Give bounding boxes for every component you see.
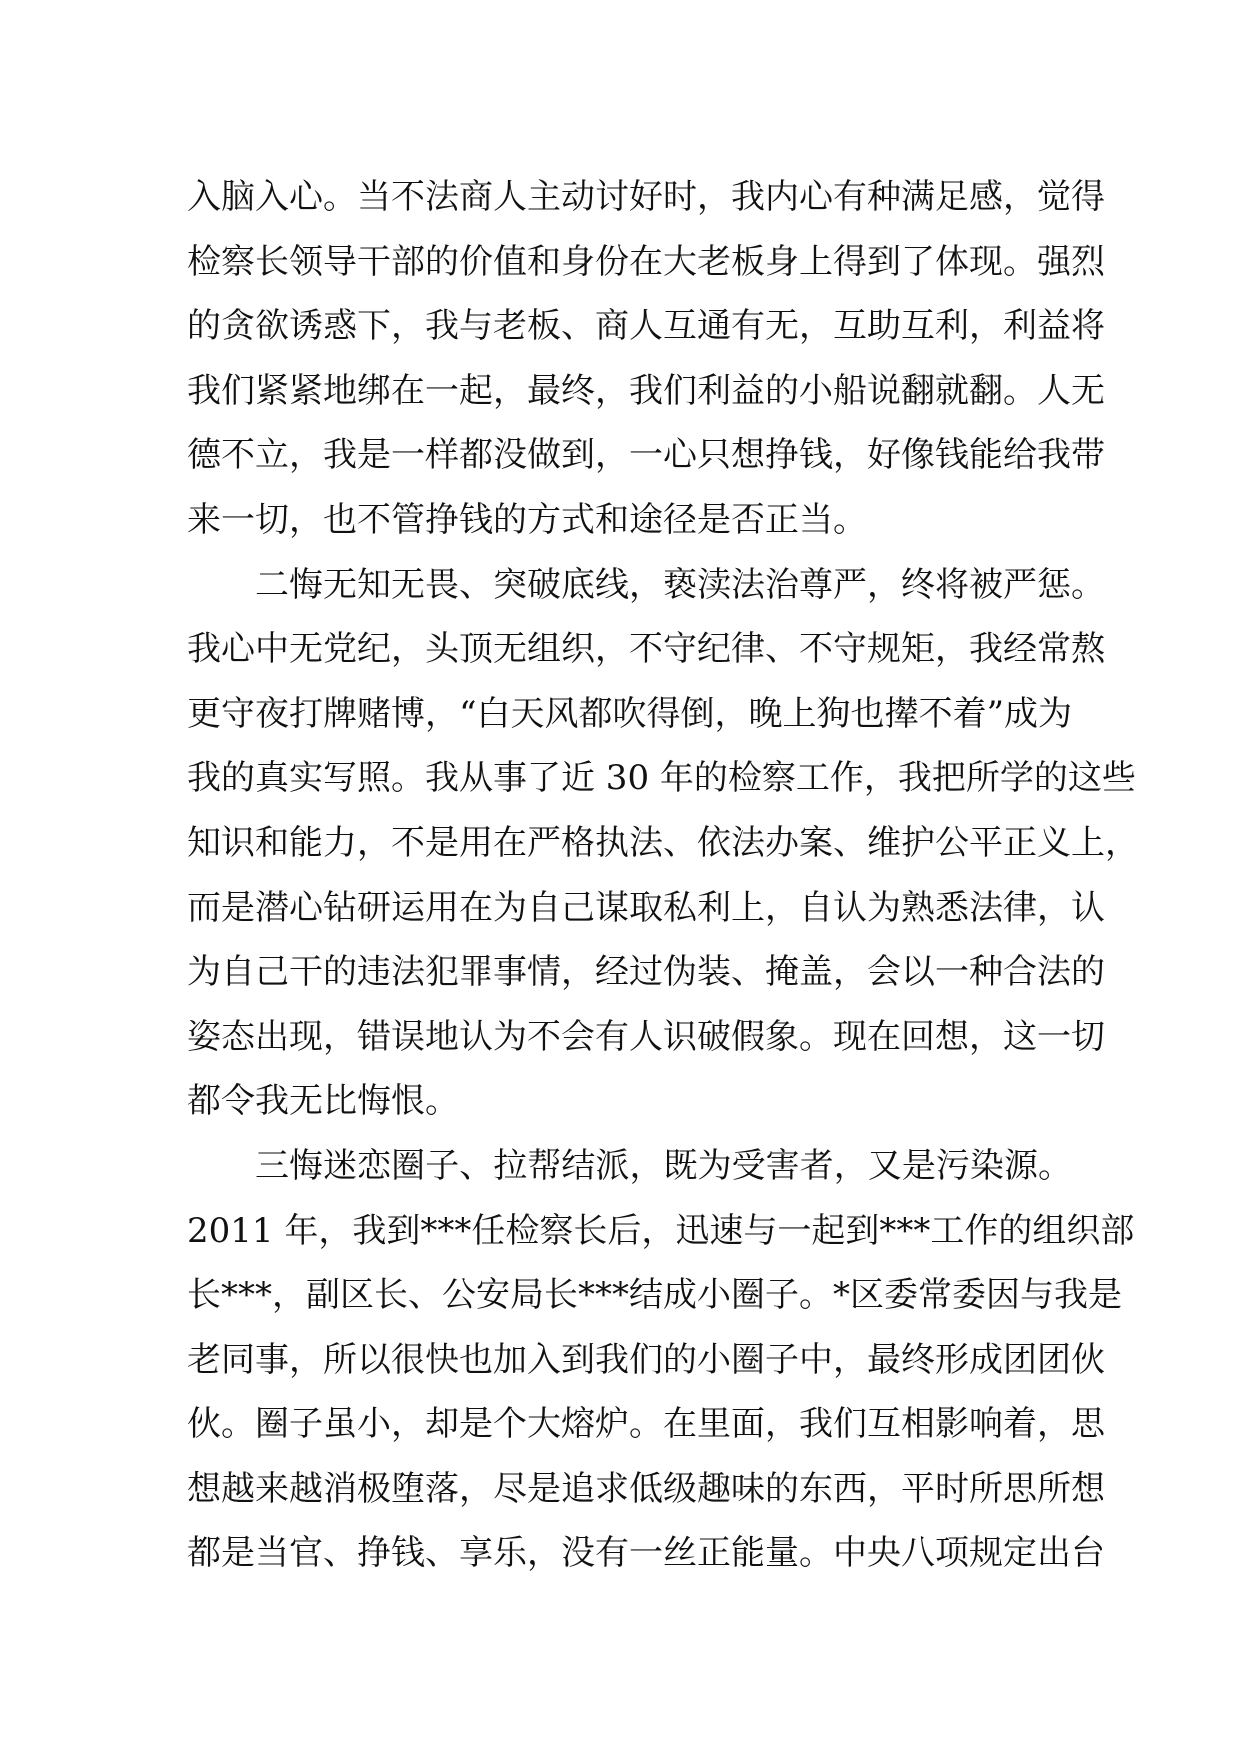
text-line: 而是潜心钻研运用在为自己谋取私利上，自认为熟悉法律，认 xyxy=(187,887,1105,928)
text-line: 知识和能力，不是用在严格执法、依法办案、维护公平正义上， xyxy=(187,822,1139,863)
body-text xyxy=(187,165,1139,1586)
text-line: 我心中无党纪，头顶无组织，不守纪律、不守规矩，我经常熬 xyxy=(187,629,1105,670)
text-line: 为自己干的违法犯罪事情，经过伪装、掩盖，会以一种合法的 xyxy=(187,952,1105,993)
text-line: 我的真实写照。我从事了近 30 年的检察工作，我把所学的这些 xyxy=(187,758,1136,799)
text-line: 检察长领导干部的价值和身份在大老板身上得到了体现。强烈 xyxy=(187,241,1105,282)
paragraph-first-line: 二悔无知无畏、突破底线，亵渎法治尊严，终将被严惩。 xyxy=(255,564,1105,605)
text-line: 都是当官、挣钱、享乐，没有一丝正能量。中央八项规定出台 xyxy=(187,1533,1105,1574)
paragraph-first-line: 三悔迷恋圈子、拉帮结派，既为受害者，又是污染源。 xyxy=(255,1145,1072,1186)
text-line: 老同事，所以很快也加入到我们的小圈子中，最终形成团团伙 xyxy=(187,1339,1105,1380)
text-line: 入脑入心。当不法商人主动讨好时，我内心有种满足感，觉得 xyxy=(187,177,1105,217)
paragraph-last-line: 来一切，也不管挣钱的方式和途径是否正当。 xyxy=(187,499,867,540)
text-line: 的贪欲诱惑下，我与老板、商人互通有无，互助互利，利益将 xyxy=(187,306,1105,347)
text-line: 长***，副区长、公安局长***结成小圈子。*区委常委因与我是 xyxy=(187,1275,1122,1316)
text-line: 伙。圈子虽小，却是个大熔炉。在里面，我们互相影响着，思 xyxy=(187,1404,1105,1445)
text-line: 我们紧紧地绑在一起，最终，我们利益的小船说翻就翻。人无 xyxy=(187,370,1105,411)
text-line: 姿态出现，错误地认为不会有人识破假象。现在回想，这一切 xyxy=(187,1016,1105,1057)
paragraph-last-line: 都令我无比悔恨。 xyxy=(187,1081,459,1122)
text-line: 更守夜打牌赌博，“白天风都吹得倒，晚上狗也撵不着”成为 xyxy=(187,693,1072,734)
text-line: 德不立，我是一样都没做到，一心只想挣钱，好像钱能给我带 xyxy=(187,435,1105,476)
text-line: 想越来越消极堕落，尽是追求低级趣味的东西，平时所思所想 xyxy=(187,1468,1105,1509)
text-line: 2011 年，我到***任检察长后，迅速与一起到***工作的组织部 xyxy=(187,1210,1135,1251)
